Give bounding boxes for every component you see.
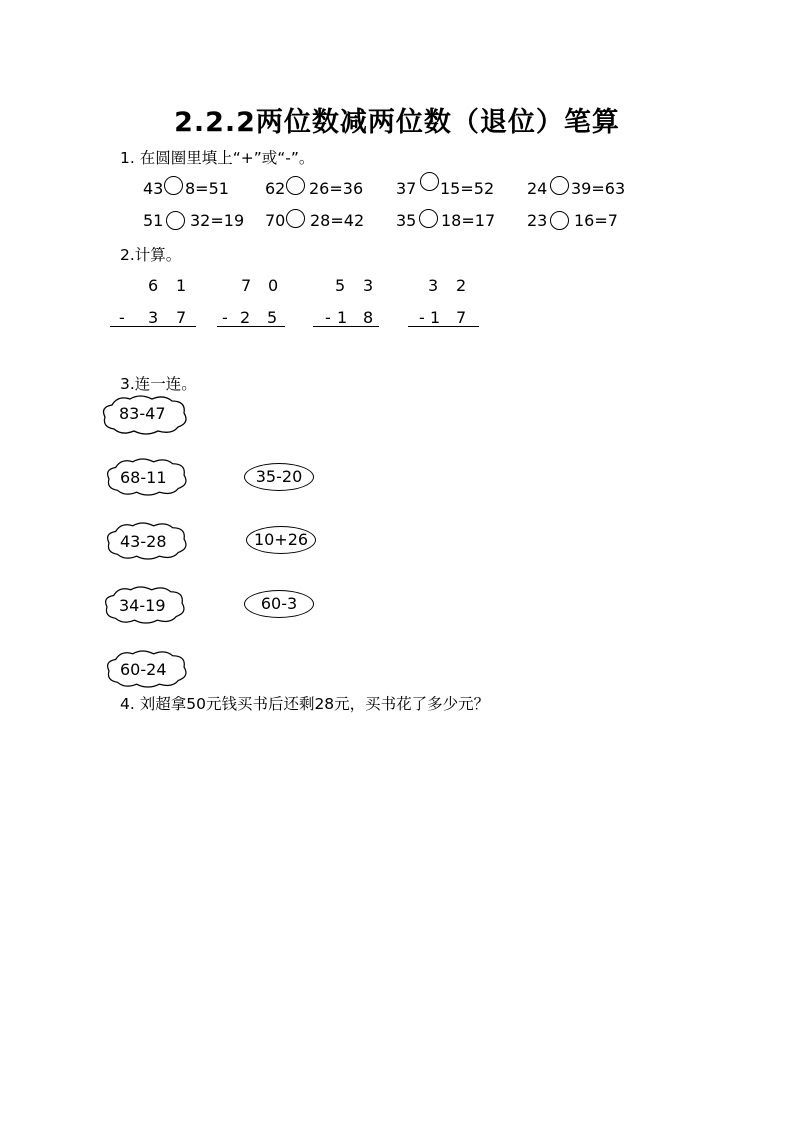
answer-circle[interactable]	[286, 209, 305, 228]
q1-operand-right: 28=42	[310, 211, 365, 230]
subtrahend-tens: 1	[430, 308, 441, 327]
minuend-tens: 6	[148, 276, 159, 295]
minus-sign: -	[222, 308, 228, 327]
subtrahend-tens: 1	[337, 308, 348, 327]
q1-operand-right: 26=36	[309, 179, 364, 198]
q1-operand-left: 43	[143, 179, 164, 198]
q1-operand-left: 51	[143, 211, 164, 230]
minuend-tens: 5	[335, 276, 346, 295]
subtrahend-ones: 8	[363, 308, 374, 327]
subtrahend-tens: 2	[240, 308, 251, 327]
subtrahend-ones: 5	[267, 308, 278, 327]
minuend-ones: 1	[176, 276, 187, 295]
minuend-ones: 3	[363, 276, 374, 295]
answer-circle[interactable]	[550, 211, 569, 230]
minuend-tens: 7	[241, 276, 252, 295]
q1-operand-left: 35	[396, 211, 417, 230]
subtrahend-ones: 7	[176, 308, 187, 327]
question-1-label: 1. 在圆圈里填上“+”或“-”。	[120, 149, 315, 167]
cloud-expression[interactable]: 68-11	[120, 468, 167, 487]
minuend-tens: 3	[428, 276, 439, 295]
q1-operand-right: 32=19	[190, 211, 245, 230]
cloud-expression[interactable]: 34-19	[119, 596, 166, 615]
q1-operand-left: 70	[265, 211, 286, 230]
answer-circle[interactable]	[164, 176, 183, 195]
answer-circle[interactable]	[550, 176, 569, 195]
q1-operand-right: 16=7	[574, 211, 618, 230]
cloud-expression[interactable]: 60-24	[120, 660, 167, 679]
q1-operand-right: 39=63	[571, 179, 626, 198]
answer-line	[408, 326, 479, 327]
answer-line	[313, 326, 379, 327]
page-title: 2.2.2两位数减两位数（退位）笔算	[174, 107, 620, 138]
answer-circle[interactable]	[166, 211, 185, 230]
answer-line	[217, 326, 285, 327]
q1-operand-right: 8=51	[185, 179, 229, 198]
answer-circle[interactable]	[419, 209, 438, 228]
minuend-ones: 0	[268, 276, 279, 295]
q1-operand-left: 23	[527, 211, 548, 230]
q1-operand-left: 62	[265, 179, 286, 198]
minus-sign: -	[325, 308, 331, 327]
q1-operand-left: 37	[396, 179, 417, 198]
minuend-ones: 2	[456, 276, 467, 295]
cloud-expression[interactable]: 43-28	[120, 532, 167, 551]
question-4-label: 4. 刘超拿50元钱买书后还剩28元，买书花了多少元？	[120, 695, 490, 713]
cloud-expression[interactable]: 83-47	[119, 404, 166, 423]
minus-sign: -	[119, 308, 125, 327]
oval-expression[interactable]: 10+26	[246, 526, 316, 554]
question-3-label: 3.连一连。	[120, 375, 197, 393]
answer-circle[interactable]	[286, 176, 305, 195]
subtrahend-tens: 3	[148, 308, 159, 327]
question-2-label: 2.计算。	[120, 246, 182, 264]
q1-operand-right: 18=17	[441, 211, 496, 230]
answer-line	[110, 326, 196, 327]
subtrahend-ones: 7	[456, 308, 467, 327]
oval-expression[interactable]: 35-20	[244, 463, 314, 491]
minus-sign: -	[419, 308, 425, 327]
q1-operand-left: 24	[527, 179, 548, 198]
q1-operand-right: 15=52	[440, 179, 495, 198]
answer-circle[interactable]	[420, 172, 439, 191]
oval-expression[interactable]: 60-3	[244, 590, 314, 618]
